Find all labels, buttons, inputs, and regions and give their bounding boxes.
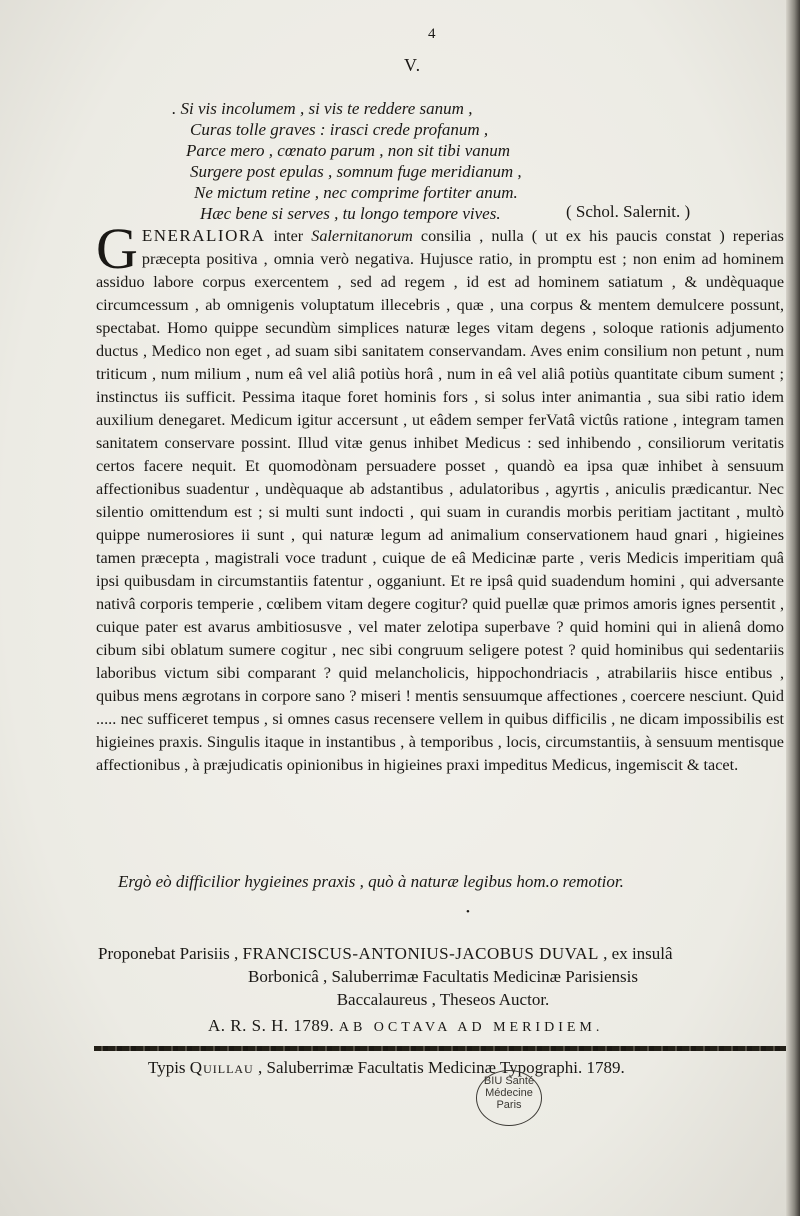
library-stamp: [476, 1070, 542, 1126]
author-affiliation: Borbonicâ , Saluberrimæ Facultatis Medicinæ Parisiensis: [247, 967, 638, 986]
lead-caps: ENERALIORA: [141, 226, 266, 245]
author-prefix: Proponebat Parisiis ,: [98, 944, 243, 963]
stamp-line: Paris: [496, 1099, 522, 1111]
epigraph-verse: [172, 98, 522, 224]
author-name: FRANCISCUS-ANTONIUS-JACOBUS DUVAL: [242, 944, 599, 963]
author-degree: Baccalaureus , Theseos Auctor.: [336, 990, 550, 1009]
verse-line: Surgere post epulas , somnum fuge meridianum ,: [190, 162, 522, 181]
drop-cap: G: [96, 216, 138, 281]
author-suffix: , ex insulâ: [598, 944, 673, 963]
body-paragraph: [96, 216, 784, 777]
epigraph-source: ( Schol. Salernit. ): [566, 202, 691, 221]
imprint-suffix: , Saluberrimæ Facultatis Medicinæ Typographi. 1789.: [253, 1058, 625, 1077]
verse-line: Parce mero , cœnato parum , non sit tibi vanum: [186, 141, 511, 160]
stamp-line: Médecine: [485, 1087, 533, 1099]
verse-line: Hæc bene si serves , tu longo tempore vives.: [200, 204, 501, 223]
author-line: [98, 942, 788, 965]
verse-line: . Si vis incolumem , si vis te reddere sanum ,: [172, 99, 473, 118]
body-text: consilia , nulla ( ut ex his paucis constat ) reperias præcepta positiva , omnia verò negativa. Hujusce ratio, in promptu est ; non enim ad hominem assiduo labore corpus exercentem , sed ad regem , id est ad hominem satiatum , & undèquaque circumcessum , ab omnigenis voluptatum illecebris , quæ , una corpus & mentem demulcere possunt, spectabat. Homo quippe secundùm simplices naturæ leges vitam degens , soloque rationis adjumento ductus , Medico non eget , ad suam sibi sanitatem conservandam. Aves enim consilium non petunt , num triticum , num milium , num eâ vel aliâ potiùs horâ , num in eâ vel aliâ potiùs quantitate cibum sument ; instinctus iis sufficit. Pessima itaque foret hominis fors , si solus inter animantia , sua sibi ratio idem auxilium denegaret. Medicum igitur accersunt , ut eâdem semper ferVatâ victûs ratione , integram tamen sanitatem conservare possint. Illud vitæ genus inhibet Medicus : sed inhibendo , consiliorum veritatis certos facere nequit. Et quomodònam persuadere posset , quandò ea ipsa quæ inhibet à sensuum affectionibus suadentur , undèquaque ab adstantibus , adulatoribus , agyrtis , aniculis prædicantur. Nec silentio omittendum est ; si multi sunt indocti , qui suam in curandis morbis peritiam jactitant , multò quippe numerosiores ii sunt , qui naturæ legum ad animalium conservationem haud gnari , higieines tamen præcepta , magistrali voce tradunt , cuique de eâ Medicinæ parte , veris Medicis imperitiam quâ ipsi quibusdam in circumstantiis fatentur , ogganiunt. Et re ipsâ quid suadendum homini , qui adversante nativâ corporis temperie , cœlibem vitam degere cogitur? quid puellæ quæ primos amoris ignes persentit , cuique pater est avarus ambitiosusve , vel mater zelotipa superbave ? quid homini qui in alienâ domo cibum sibi oblatum sumere cogitur , nec sibi congruum seligere potest ? quid hominibus qui sedentariis laboribus victum sibi comparant ? quid melancholicis, hippochondriacis , atrabilariis hisce entibus , quibus mens ægrotans in corpore sano ? miseri ! mentis sensuumque affectiones , coercere nesciunt. Quid ..... nec sufficeret tempus , si omnes casus recensere vellem in quibus difficilis , ne dicam impossibilis est higieines praxis. Singulis itaque in instantibus , à temporibus , locis, circumstantiis, à sensuum mentisque affectionibus , à præjudicatis opinionibus in higieines praxi impeditus Medicus, ingemiscit & tacet.: [96, 227, 784, 774]
verse-line: Ne mictum retine , nec comprime fortiter anum.: [194, 183, 518, 202]
signature-mark: V.: [404, 55, 422, 75]
author-block: [98, 942, 788, 1011]
dateline: [208, 1016, 603, 1036]
page-edge-shadow: [786, 0, 800, 1216]
imprint-line: [148, 1058, 625, 1078]
date-prefix: A. R. S. H. 1789.: [208, 1016, 335, 1035]
thesis-statement: Ergò eò difficilior hygieines praxis , quò à naturæ legibus hom.o remotior.: [118, 872, 624, 891]
lead-connector: inter: [265, 227, 312, 245]
bullet-ornament: •: [466, 906, 470, 918]
italic-term: Salernitanorum: [311, 227, 413, 245]
page-number: 4: [428, 26, 436, 42]
ornamental-rule: [94, 1046, 786, 1051]
printer-name: Quillau: [189, 1058, 254, 1077]
time-range: AB OCTAVA AD MERIDIEM.: [338, 1020, 604, 1035]
stamp-line: BIU Santé: [483, 1075, 535, 1087]
verse-line: Curas tolle graves : irasci crede profanum ,: [190, 120, 489, 139]
imprint-prefix: Typis: [148, 1058, 190, 1077]
